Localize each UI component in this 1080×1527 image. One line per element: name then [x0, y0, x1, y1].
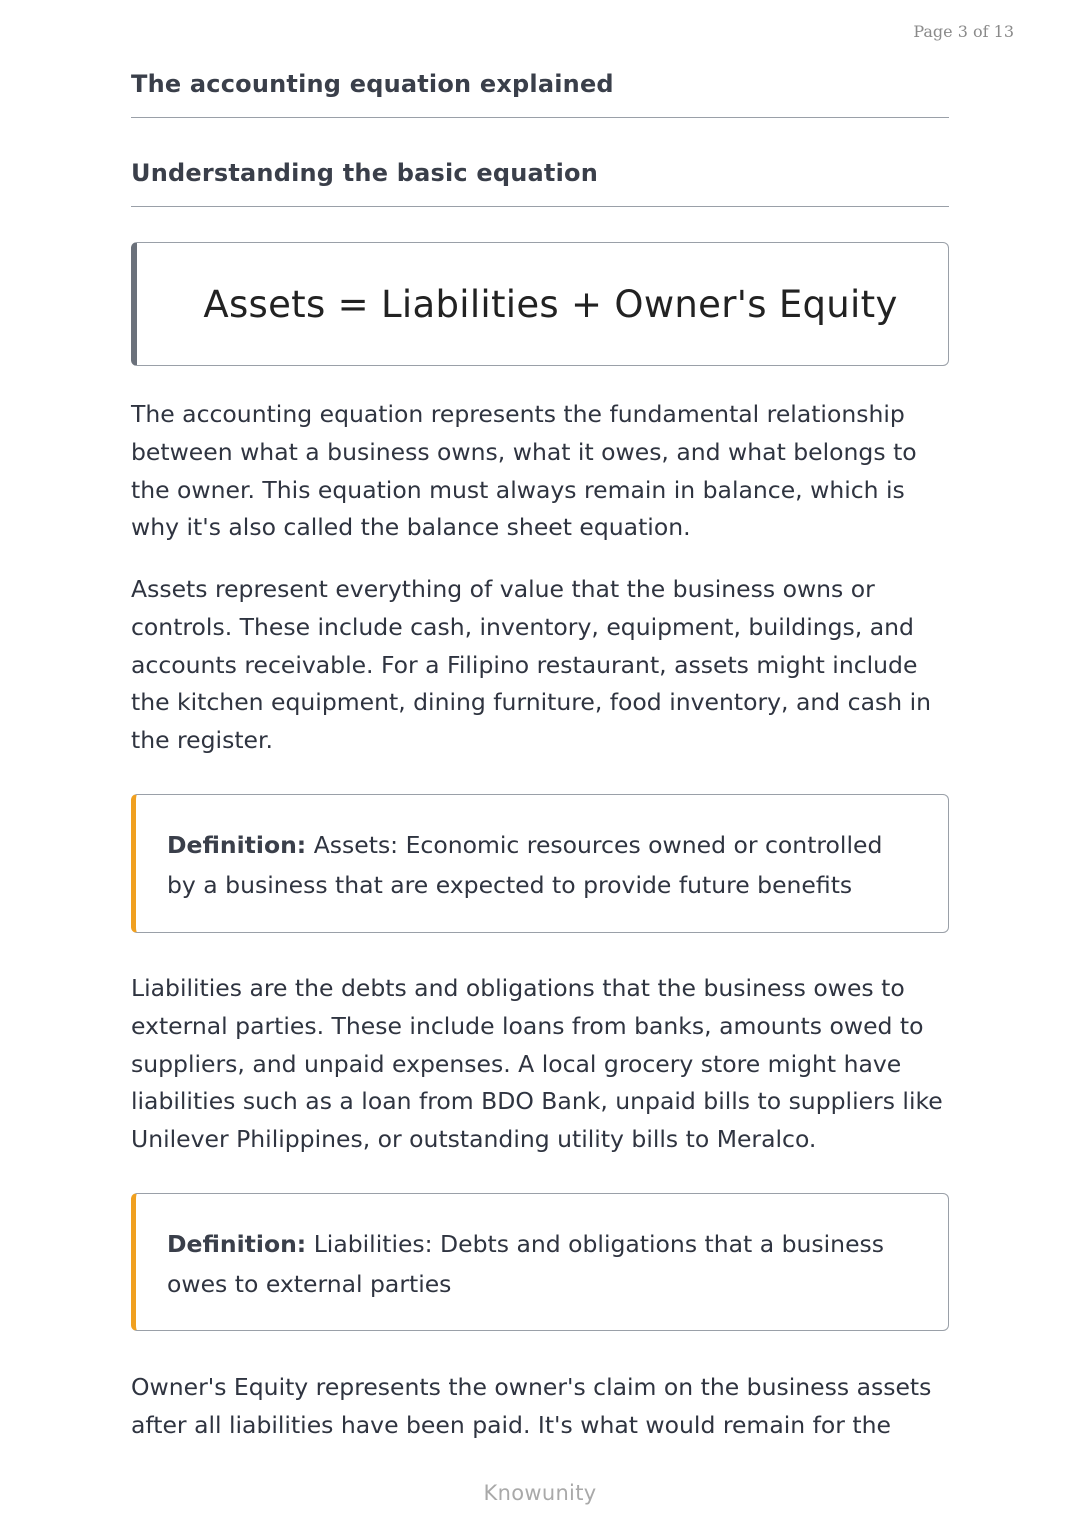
definition-box-assets: [131, 794, 949, 933]
definition-label: Definition:: [167, 1230, 307, 1258]
paragraph-owners-equity: Owner's Equity represents the owner's claim on the business assets after all liabilities have been paid. It's what would remain for the: [131, 1373, 932, 1439]
formula-box: [131, 242, 949, 366]
definition-text: Liabilities: Debts and obligations that a business owes to external parties: [167, 1230, 885, 1298]
paragraph-liabilities: Liabilities are the debts and obligations that the business owes to external parties. These include loans from banks, amounts owed to suppliers, and unpaid expenses. A local grocery store might have liabilities such as a loan from BDO Bank, unpaid bills to suppliers like Unilever Philippines, or outstanding utility bills to Meralco.: [131, 974, 943, 1154]
definition-label: Definition:: [167, 831, 307, 859]
accounting-equation: Assets = Liabilities + Owner's Equity: [203, 282, 898, 326]
section-title: The accounting equation explained: [131, 70, 614, 98]
paragraph-equation-intro: The accounting equation represents the fundamental relationship between what a business owns, what it owes, and what belongs to the owner. This equation must always remain in balance, which is why it's also called the balance sheet equation.: [131, 400, 917, 542]
title-divider: [131, 117, 949, 118]
definition-box-liabilities: [131, 1193, 949, 1331]
definition-text: Assets: Economic resources owned or controlled by a business that are expected to provide future benefits: [167, 831, 883, 899]
footer-brand: Knowunity: [483, 1481, 597, 1505]
paragraph-assets: Assets represent everything of value that the business owns or controls. These include cash, inventory, equipment, buildings, and accounts receivable. For a Filipino restaurant, assets might include the kitchen equipment, dining furniture, food inventory, and cash in the register.: [131, 575, 932, 755]
page-number: Page 3 of 13: [913, 22, 1014, 41]
section-subtitle: Understanding the basic equation: [131, 159, 599, 187]
subtitle-divider: [131, 206, 949, 207]
